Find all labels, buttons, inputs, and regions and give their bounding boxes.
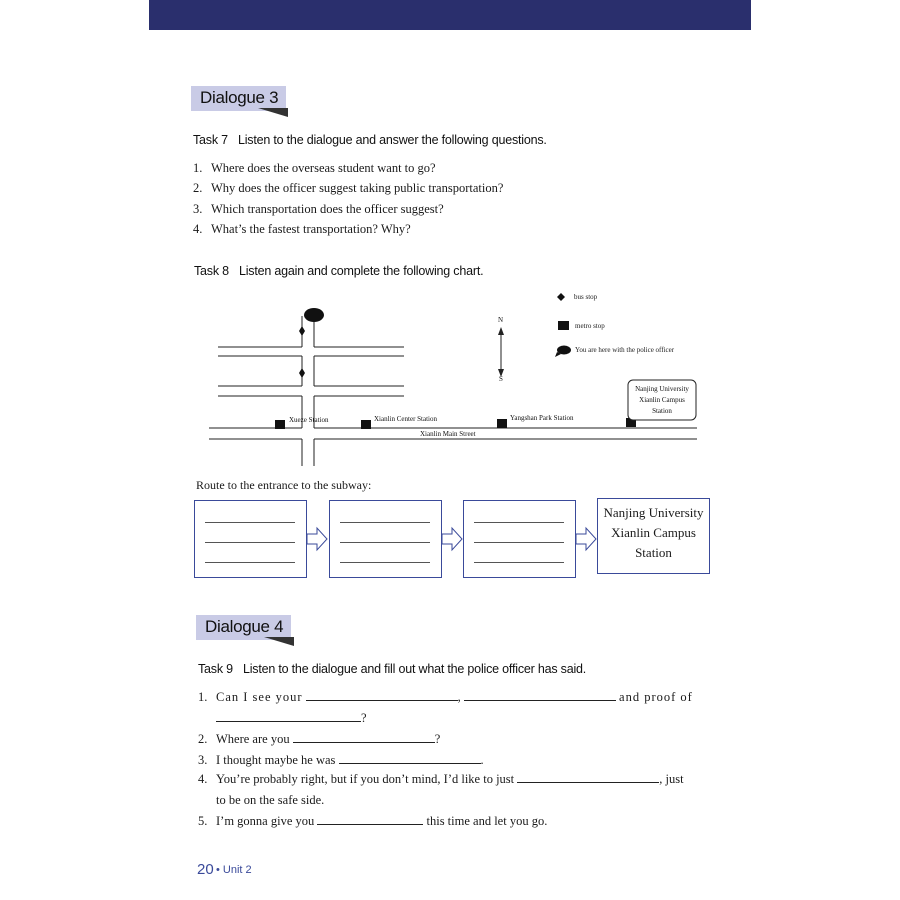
- route-destination-line: Station: [635, 545, 672, 560]
- yangshan-park-station-label: Yangshan Park Station: [510, 414, 574, 422]
- legend-metro-stop-label: metro stop: [575, 322, 605, 330]
- item-text: ,: [457, 690, 461, 704]
- item-text: ?: [434, 732, 441, 746]
- question-number: 4.: [193, 222, 203, 236]
- nju-station-label-line: Xianlin Campus: [639, 396, 685, 404]
- fill-blank[interactable]: [216, 710, 361, 722]
- route-destination-box: [597, 498, 710, 574]
- compass-south-label: S: [499, 375, 503, 383]
- item-number: 4.: [198, 772, 208, 786]
- fill-blank[interactable]: [306, 689, 458, 701]
- item-text: and proof of: [619, 690, 693, 704]
- dialogue-4-heading: Dialogue 4: [196, 615, 291, 640]
- item-text: , just: [659, 772, 684, 786]
- compass-north-label: N: [498, 316, 504, 324]
- task-9-item: [198, 771, 684, 787]
- item-text: this time and let you go.: [426, 814, 548, 828]
- item-number: 2.: [198, 732, 208, 746]
- question-text: What’s the fastest transportation? Why?: [211, 222, 411, 236]
- nju-station-label-line: Nanjing University: [635, 385, 689, 393]
- item-text: to be on the safe side.: [216, 793, 325, 807]
- question-text: Which transportation does the officer suggest?: [211, 202, 444, 216]
- heading-pointer-icon: [264, 637, 294, 646]
- item-text: I thought maybe he was: [216, 753, 336, 767]
- task-9-item: [198, 813, 547, 829]
- task-8-instruction: Listen again and complete the following chart.: [238, 264, 484, 278]
- xueze-station-label: Xueze Station: [289, 416, 329, 424]
- dialogue-3-heading: Dialogue 3: [191, 86, 286, 111]
- task-8-number: Task 8: [194, 264, 229, 278]
- item-text: Where are you: [216, 732, 290, 746]
- route-label: Route to the entrance to the subway:: [196, 478, 372, 492]
- task-9-number: Task 9: [198, 662, 233, 676]
- footer-separator: •: [216, 864, 220, 876]
- main-street-label: Xianlin Main Street: [420, 430, 476, 438]
- legend-you-are-here-label: You are here with the police officer: [575, 346, 675, 354]
- fill-blank[interactable]: [317, 813, 423, 825]
- item-number: 1.: [198, 690, 208, 704]
- fill-blank[interactable]: [517, 771, 659, 783]
- item-text: ?: [361, 711, 367, 725]
- task-9-title: [198, 662, 586, 676]
- nju-station-label-line: Station: [652, 407, 672, 415]
- task-9-item: [198, 689, 693, 705]
- page-number: 20: [197, 861, 214, 878]
- question-text: Where does the overseas student want to go?: [211, 161, 436, 175]
- task-9-instruction: Listen to the dialogue and fill out what the police officer has said.: [242, 662, 587, 676]
- item-text: You’re probably right, but if you don’t mind, I’d like to just: [216, 772, 515, 786]
- route-destination-line: Xianlin Campus: [611, 525, 696, 540]
- fill-blank[interactable]: [293, 731, 435, 743]
- task-9-item-continuation: [216, 793, 324, 808]
- task-9-item: [198, 731, 440, 747]
- question-number: 3.: [193, 202, 203, 216]
- fill-blank[interactable]: [464, 689, 616, 701]
- task-9-item-continuation: [216, 710, 367, 726]
- route-arrow-icon: [442, 528, 462, 550]
- legend-bus-stop-label: bus stop: [574, 293, 598, 301]
- page-footer-unit: [216, 864, 252, 876]
- item-number: 5.: [198, 814, 208, 828]
- task-7-instruction: Listen to the dialogue and answer the following questions.: [237, 133, 547, 147]
- footer-unit-label: Unit 2: [222, 864, 252, 876]
- question-number: 1.: [193, 161, 203, 175]
- item-number: 3.: [198, 753, 208, 767]
- question-number: 2.: [193, 181, 203, 195]
- question-text: Why does the officer suggest taking public transportation?: [211, 181, 504, 195]
- item-text: Can I see your: [216, 690, 303, 704]
- fill-blank[interactable]: [339, 752, 481, 764]
- route-destination-line: Nanjing University: [603, 505, 704, 520]
- route-arrow-icon: [576, 528, 596, 550]
- task-9-item: [198, 752, 484, 768]
- item-text: I’m gonna give you: [216, 814, 315, 828]
- xianlin-center-station-label: Xianlin Center Station: [374, 415, 437, 423]
- task-7-number: Task 7: [193, 133, 228, 147]
- item-text: .: [480, 753, 484, 767]
- route-arrow-icon: [307, 528, 327, 550]
